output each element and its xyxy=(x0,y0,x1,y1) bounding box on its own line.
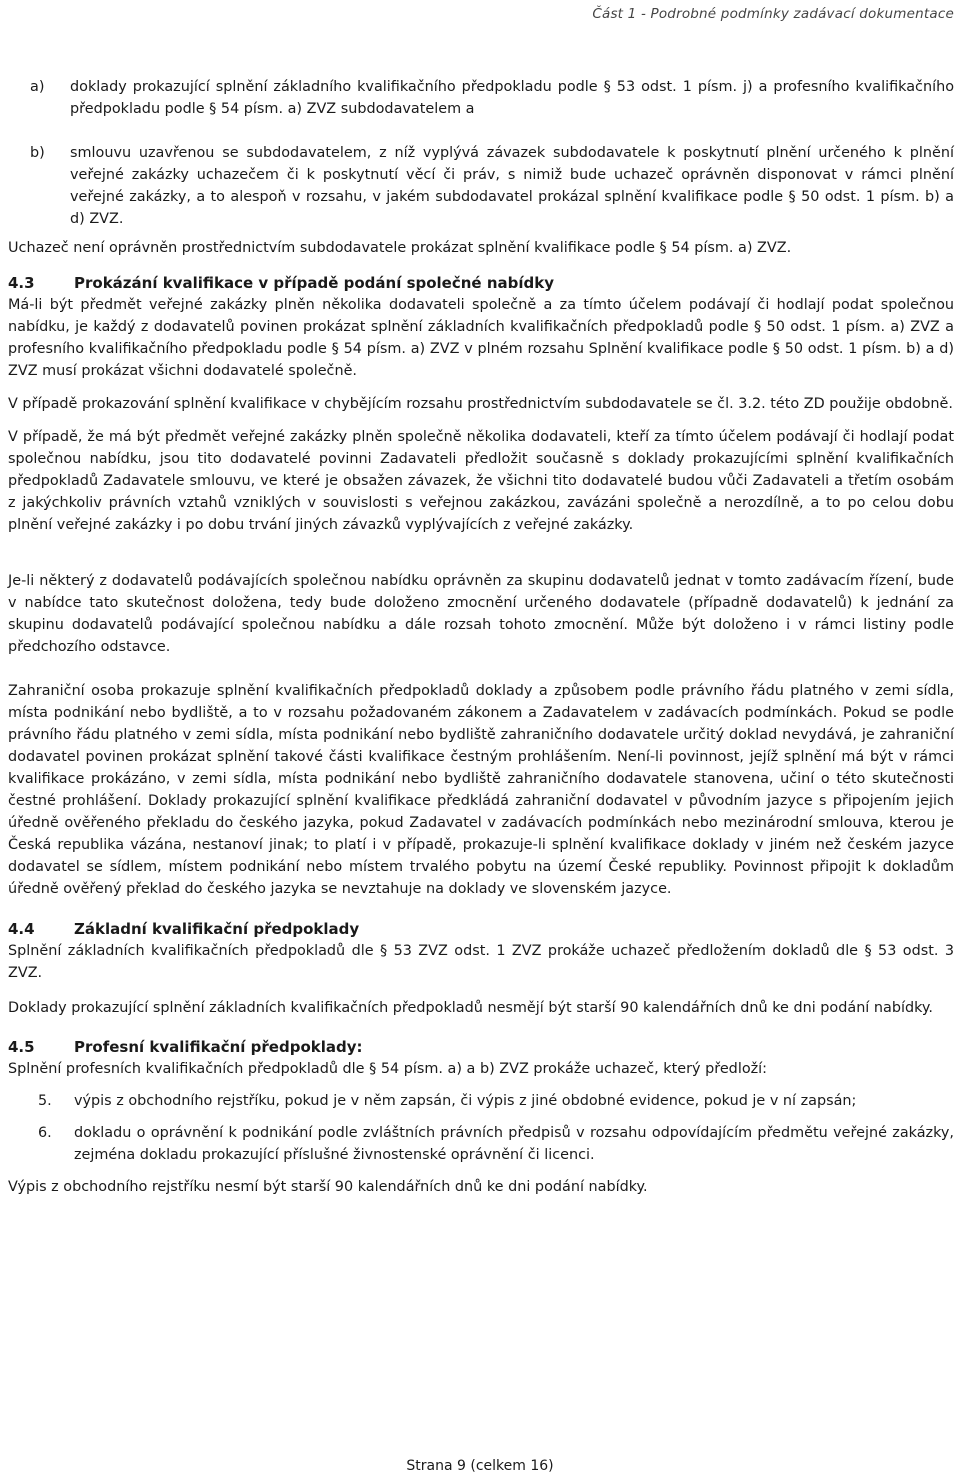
list-label: 6. xyxy=(38,1125,52,1141)
list-item xyxy=(8,1122,954,1166)
paragraph: V případě prokazování splnění kvalifikace v chybějícím rozsahu prostřednictvím subdodavatele se čl. 3.2. této ZD použije obdobně. xyxy=(8,396,953,412)
list-text: doklady prokazující splnění základního kvalifikačního předpokladu podle § 53 odst. 1 písm. j) a profesního kvalifikačního předpokladu podle § 54 písm. a) ZVZ subdodavatelem a xyxy=(70,79,954,117)
paragraph: Je-li některý z dodavatelů podávajících společnou nabídku oprávněn za skupinu dodavatelů jednat v tomto zadávacím řízení, bude v nabídce tato skutečnost doložena, tedy bude doloženo zmocnění určeného dodavatele (případně dodavatelů) k jednání za skupinu dodavatelů podávající společnou nabídku a dále rozsah tohoto zmocnění. Může být doloženo i v rámci listiny podle předchozího odstavce. xyxy=(8,573,954,655)
list-label: 5. xyxy=(38,1093,52,1109)
paragraph: Doklady prokazující splnění základních kvalifikačních předpokladů nesmějí být starší 90 kalendářních dnů ke dni podání nabídky. xyxy=(8,1000,933,1016)
list-label: a) xyxy=(30,79,45,95)
paragraph: Uchazeč není oprávněn prostřednictvím subdodavatele prokázat splnění kvalifikace podle § 54 písm. a) ZVZ. xyxy=(8,240,792,256)
section-title: Základní kvalifikační předpoklady xyxy=(74,920,360,938)
paragraph: Výpis z obchodního rejstříku nesmí být starší 90 kalendářních dnů ke dni podání nabídky. xyxy=(8,1179,648,1195)
list-item xyxy=(8,1090,954,1112)
paragraph: Splnění profesních kvalifikačních předpokladů dle § 54 písm. a) a b) ZVZ prokáže uchazeč, který předloží: xyxy=(8,1061,768,1077)
list-label: b) xyxy=(30,145,45,161)
paragraph: Má-li být předmět veřejné zakázky plněn několika dodavateli společně a za tímto účelem podávají či hodlají podat společnou nabídku, je každý z dodavatelů povinen prokázat splnění základních kvalifikačních předpokladů podle § 50 odst. 1 písm. a) ZVZ a profesního kvalifikačního předpokladu podle § 54 písm. a) ZVZ v plném rozsahu Splnění kvalifikace podle § 50 odst. 1 písm. b) a d) ZVZ musí prokázat všichni dodavatelé společně. xyxy=(8,297,954,379)
running-header: Část 1 - Podrobné podmínky zadávací dokumentace xyxy=(592,6,954,22)
list-text: výpis z obchodního rejstříku, pokud je v něm zapsán, či výpis z jiné obdobné evidence, pokud je v ní zapsán; xyxy=(74,1093,857,1109)
section-heading-4-5 xyxy=(8,1036,954,1058)
section-title: Prokázání kvalifikace v případě podání společné nabídky xyxy=(74,274,554,292)
paragraph: Splnění základních kvalifikačních předpokladů dle § 53 ZVZ odst. 1 ZVZ prokáže uchazeč předložením dokladů dle § 53 odst. 3 ZVZ. xyxy=(8,943,954,981)
list-item xyxy=(8,142,954,230)
section-number: 4.5 xyxy=(8,1038,35,1056)
section-title: Profesní kvalifikační předpoklady: xyxy=(74,1038,363,1056)
list-text: dokladu o oprávnění k podnikání podle zvláštních právních předpisů v rozsahu odpovídajícím předmětu veřejné zakázky, zejména dokladu prokazující příslušné živnostenské oprávnění či licenci. xyxy=(74,1125,954,1163)
paragraph: Zahraniční osoba prokazuje splnění kvalifikačních předpokladů doklady a způsobem podle právního řádu platného v zemi sídla, místa podnikání nebo bydliště, a to v rozsahu požadovaném zákonem a Zadavatelem v zadávacích podmínkách. Pokud se podle právního řádu platného v zemi sídla, místa podnikání nebo bydliště zahraničního dodavatele určitý doklad nevydává, je zahraniční dodavatel povinen prokázat splnění takové části kvalifikace čestným prohlášením. Není-li povinnost, jejíž splnění má být v rámci kvalifikace prokázáno, v zemi sídla, místa podnikání nebo bydliště zahraničního dodavatele stanovena, učiní o této skutečnosti čestné prohlášení. Doklady prokazující splnění kvalifikace předkládá zahraniční dodavatel v původním jazyce s připojením jejich úředně ověřeného překladu do českého jazyka, pokud Zadavatel v zadávacích podmínkách nebo mezinárodní smlouva, kterou je Česká republika vázána, nestanoví jinak; to platí i v případě, prokazuje-li splnění kvalifikace doklady v jiném než českém jazyce dodavatel se sídlem, místem podnikání nebo místem trvalého pobytu na území České republiky. Povinnost připojit k dokladům úředně ověřený překlad do českého jazyka se nevztahuje na doklady ve slovenském jazyce. xyxy=(8,683,954,897)
section-heading-4-3 xyxy=(8,272,954,294)
list-item xyxy=(8,76,954,120)
paragraph: V případě, že má být předmět veřejné zakázky plněn společně několika dodavateli, kteří za tímto účelem podávají či hodlají podat společnou nabídku, jsou tito dodavatelé povinni Zadavateli předložit současně s doklady prokazujícími splnění kvalifikačních předpokladů Zadavatele smlouvu, ve které je obsažen závazek, že všichni tito dodavatelé budou vůči Zadavateli a třetím osobám z jakýchkoliv právních vztahů vzniklých v souvislosti s veřejnou zakázkou, zavázáni společně a nerozdílně, a to po celou dobu plnění veřejné zakázky i po dobu trvání jiných závazků vyplývajících z veřejné zakázky. xyxy=(8,429,954,533)
section-heading-4-4 xyxy=(8,918,954,940)
section-number: 4.4 xyxy=(8,920,35,938)
section-number: 4.3 xyxy=(8,274,35,292)
page-footer: Strana 9 (celkem 16) xyxy=(406,1458,554,1474)
list-text: smlouvu uzavřenou se subdodavatelem, z níž vyplývá závazek subdodavatele k poskytnutí plnění určeného k plnění veřejné zakázky uchazečem či k poskytnutí věcí či práv, s nimiž bude uchazeč oprávněn disponovat v rámci plnění veřejné zakázky, a to alespoň v rozsahu, v jakém subdodavatel prokázal splnění kvalifikace podle § 50 odst. 1 písm. b) a d) ZVZ. xyxy=(70,145,954,227)
document-body xyxy=(8,76,954,1198)
